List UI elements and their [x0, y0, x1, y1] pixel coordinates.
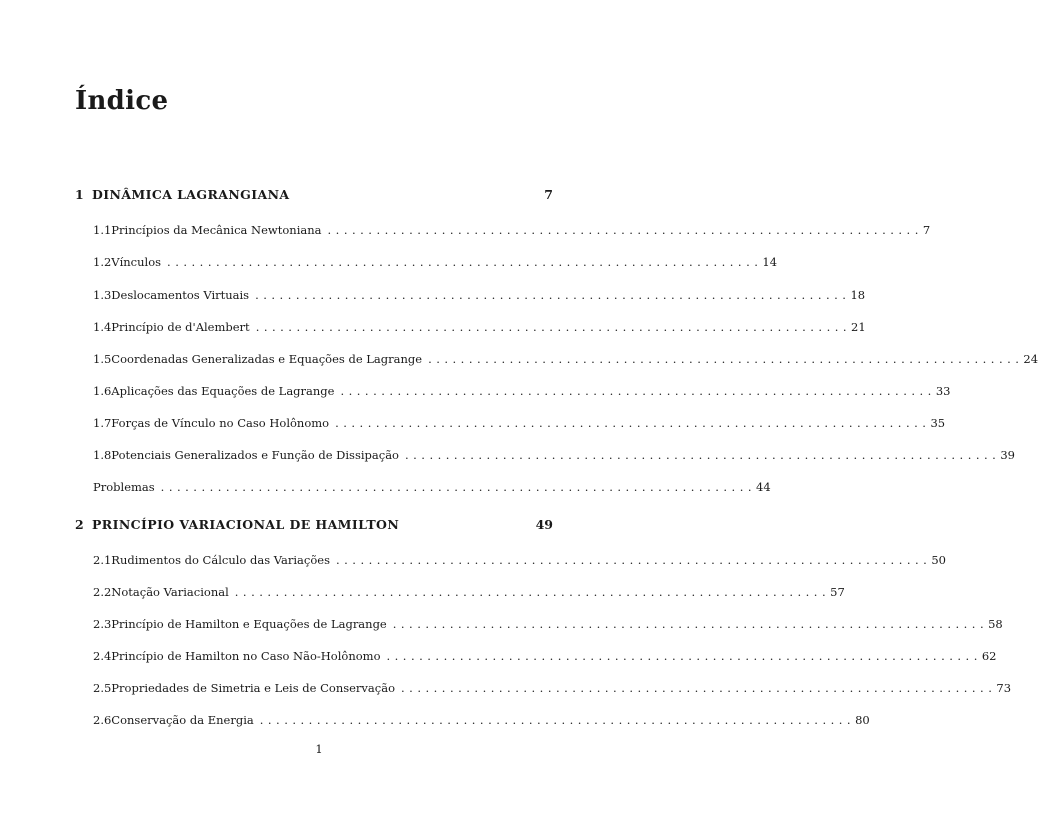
entry-title: Problemas: [93, 480, 155, 494]
toc-entry[interactable]: [93, 317, 866, 337]
entry-title: Coordenadas Generalizadas e Equações de Lagrange: [111, 352, 423, 366]
toc-entry[interactable]: [93, 413, 946, 433]
page-number: 1: [315, 742, 323, 756]
entry-page: 39: [1000, 448, 1015, 462]
dot-leader: .........................................................................: [327, 223, 923, 237]
entry-title: Princípio de d'Alembert: [111, 320, 250, 334]
entry-title: Rudimentos do Cálculo das Variações: [111, 553, 330, 567]
toc-entry-problems[interactable]: [93, 477, 771, 497]
dot-leader: .........................................................................: [255, 320, 852, 334]
entry-number: 2.6: [93, 713, 112, 727]
toc-chapter-2[interactable]: [75, 514, 553, 534]
entry-number: 1.2: [93, 255, 112, 269]
chapter-title: DINÂMICA LAGRANGIANA: [92, 186, 290, 202]
entry-page: 7: [922, 223, 931, 237]
toc-entry[interactable]: [93, 445, 1015, 465]
dot-leader: .........................................................................: [234, 585, 831, 599]
entry-page: 14: [762, 255, 778, 269]
entry-title: Princípio de Hamilton e Equações de Lagrange: [111, 617, 387, 631]
entry-title: Notação Variacional: [111, 585, 229, 599]
entry-number: 1.3: [93, 288, 112, 302]
entry-number: 1.5: [93, 352, 112, 366]
dot-leader: .........................................................................: [167, 255, 763, 269]
entry-page: 18: [850, 288, 866, 302]
chapter-page: 7: [544, 186, 553, 202]
toc-entry[interactable]: [93, 582, 845, 602]
entry-page: 57: [830, 585, 845, 599]
chapter-number: 2: [75, 516, 84, 532]
chapter-number: 1: [75, 186, 84, 202]
entry-title: Potenciais Generalizados e Função de Dissipação: [111, 448, 399, 462]
dot-leader: .........................................................................: [255, 288, 851, 302]
entry-page: 50: [931, 553, 946, 567]
entry-number: 2.3: [93, 617, 112, 631]
entry-title: Vínculos: [111, 255, 162, 269]
entry-page: 73: [996, 681, 1012, 695]
toc-entry[interactable]: [93, 710, 870, 730]
dot-leader: .........................................................................: [340, 384, 936, 398]
entry-number: 1.4: [93, 320, 112, 334]
entry-number: 1.6: [93, 384, 112, 398]
dot-leader: .........................................................................: [335, 416, 931, 430]
entry-number: 1.1: [93, 223, 112, 237]
toc-entry[interactable]: [93, 614, 1003, 634]
entry-title: Princípios da Mecânica Newtoniana: [111, 223, 322, 237]
entry-page: 44: [756, 480, 771, 494]
toc-entry[interactable]: [93, 381, 951, 401]
entry-title: Aplicações das Equações de Lagrange: [111, 384, 335, 398]
toc-entry[interactable]: [93, 550, 946, 570]
entry-page: 21: [851, 320, 866, 334]
toc-entry[interactable]: [93, 349, 1038, 369]
entry-number: 1.7: [93, 416, 112, 430]
toc-entry[interactable]: [93, 252, 778, 272]
chapter-page: 49: [535, 516, 553, 532]
dot-leader: .........................................................................: [428, 352, 1024, 366]
chapter-title: PRINCÍPIO VARIACIONAL DE HAMILTON: [92, 516, 400, 532]
entry-title: Princípio de Hamilton no Caso Não-Holônomo: [111, 649, 381, 663]
entry-page: 35: [930, 416, 946, 430]
toc-chapter-1[interactable]: [75, 184, 553, 204]
dot-leader: .........................................................................: [401, 681, 997, 695]
dot-leader: .........................................................................: [386, 649, 982, 663]
entry-title: Propriedades de Simetria e Leis de Conservação: [111, 681, 396, 695]
page-title: Índice: [75, 86, 169, 116]
dot-leader: .........................................................................: [335, 553, 932, 567]
dot-leader: .........................................................................: [392, 617, 989, 631]
entry-page: 80: [855, 713, 870, 727]
dot-leader: .........................................................................: [404, 448, 1001, 462]
entry-number: 2.2: [93, 585, 112, 599]
entry-number: 2.4: [93, 649, 112, 663]
entry-page: 62: [981, 649, 997, 663]
entry-number: 2.1: [93, 553, 112, 567]
entry-title: Forças de Vínculo no Caso Holônomo: [111, 416, 330, 430]
entry-page: 33: [935, 384, 951, 398]
dot-leader: .........................................................................: [259, 713, 856, 727]
toc-entry[interactable]: [93, 285, 866, 305]
entry-page: 24: [1023, 352, 1038, 366]
entry-page: 58: [988, 617, 1003, 631]
entry-title: Deslocamentos Virtuais: [111, 288, 250, 302]
entry-number: 2.5: [93, 681, 112, 695]
toc-entry[interactable]: [93, 678, 1012, 698]
dot-leader: .........................................................................: [160, 480, 757, 494]
entry-number: 1.8: [93, 448, 112, 462]
toc-entry[interactable]: [93, 220, 931, 240]
entry-title: Conservação da Energia: [111, 713, 254, 727]
toc-entry[interactable]: [93, 646, 997, 666]
